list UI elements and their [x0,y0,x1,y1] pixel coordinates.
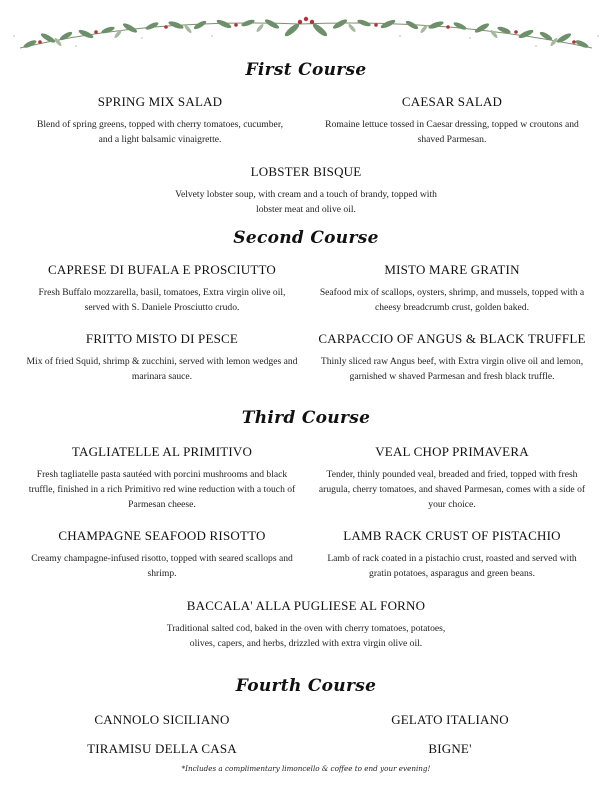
second-course-heading: Second Course [233,228,379,248]
menu-item-spring-mix-salad [30,94,290,147]
menu-item-name: CAESAR SALAD [401,94,503,109]
dessert-tiramisu-della-casa: TIRAMISU DELLA CASA [87,741,237,756]
fourth-course-heading: Fourth Course [235,676,377,696]
menu-item-name: LOBSTER BISQUE [250,164,362,179]
menu-item-description: Velvety lobster soup, with cream and a touch of brandy, topped with lobster meat and olive oil. [175,189,437,215]
menu-item-tagliatelle-al-primitivo [26,444,298,512]
menu-item-description: Fresh Buffalo mozzarella, basil, tomatoes, Extra virgin olive oil, served with S. Daniele Prosciutto crudo. [38,287,286,313]
menu-item-description: Lamb of rack coated in a pistachio crust, roasted and served with gratin potatoes, asparagus and green beans. [327,553,577,579]
menu-item-baccala-alla-pugliese [166,598,446,651]
menu-item-name: FRITTO MISTO DI PESCE [85,331,239,346]
menu-item-description: Tender, thinly pounded veal, breaded and fried, topped with fresh arugula, cherry tomatoes, and shaved Parmesan, comes with a side of your choice. [318,469,586,510]
menu-item-lobster-bisque [166,164,446,217]
holly-garland-decoration [0,8,612,56]
menu-item-fritto-misto-di-pesce [26,331,298,384]
first-course-heading: First Course [245,60,367,80]
menu-item-description: Romaine lettuce tossed in Caesar dressing, topped w croutons and shaved Parmesan. [325,119,579,145]
menu-item-misto-mare-gratin [316,262,588,315]
menu-item-caprese-di-bufala [26,262,298,315]
dessert-gelato-italiano: GELATO ITALIANO [391,712,509,727]
menu-item-description: Traditional salted cod, baked in the oven with cherry tomatoes, potatoes, olives, capers, and herbs, drizzled with extra virgin olive oil. [166,623,446,649]
menu-item-description: Mix of fried Squid, shrimp & zucchini, served with lemon wedges and marinara sauce. [26,356,298,382]
menu-item-caesar-salad [322,94,582,147]
menu-item-description: Seafood mix of scallops, oysters, shrimp, and mussels, topped with a cheesy breadcrumb crust, golden baked. [319,287,585,313]
menu-item-name: MISTO MARE GRATIN [384,262,520,277]
footnote: *Includes a complimentary limoncello & coffee to end your evening! [181,764,431,773]
menu-item-description: Thinly sliced raw Angus beef, with Extra virgin olive oil and lemon, garnished w shaved Parmesan and fresh black truffle. [320,356,584,382]
third-course-heading: Third Course [241,408,371,428]
menu-item-name: TAGLIATELLE AL PRIMITIVO [71,444,253,459]
menu-item-lamb-rack-crust-of-pistachio [316,528,588,581]
menu-item-description: Blend of spring greens, topped with cherry tomatoes, cucumber, and a light balsamic vinaigrette. [36,119,284,145]
menu-item-name: BACCALA' ALLA PUGLIESE AL FORNO [186,598,426,613]
menu-item-champagne-seafood-risotto [26,528,298,581]
dessert-bigne: BIGNE' [428,741,472,756]
dessert-cannolo-siciliano: CANNOLO SICILIANO [94,712,230,727]
menu-item-name: SPRING MIX SALAD [97,94,223,109]
menu-item-name: CHAMPAGNE SEAFOOD RISOTTO [58,528,266,543]
menu-item-name: LAMB RACK CRUST OF PISTACHIO [343,528,561,543]
menu-item-carpaccio-of-angus [316,331,588,384]
menu-item-name: VEAL CHOP PRIMAVERA [375,444,529,459]
menu-item-veal-chop-primavera [316,444,588,512]
menu-item-name: CARPACCIO OF ANGUS & BLACK TRUFFLE [318,331,586,346]
menu-item-description: Fresh tagliatelle pasta sautéed with porcini mushrooms and black truffle, finished in a rich Primitivo red wine reduction with a touch of Parmesan cheese. [28,469,296,510]
menu-item-description: Creamy champagne-infused risotto, topped with seared scallops and shrimp. [31,553,293,579]
menu-item-name: CAPRESE DI BUFALA E PROSCIUTTO [48,262,276,277]
